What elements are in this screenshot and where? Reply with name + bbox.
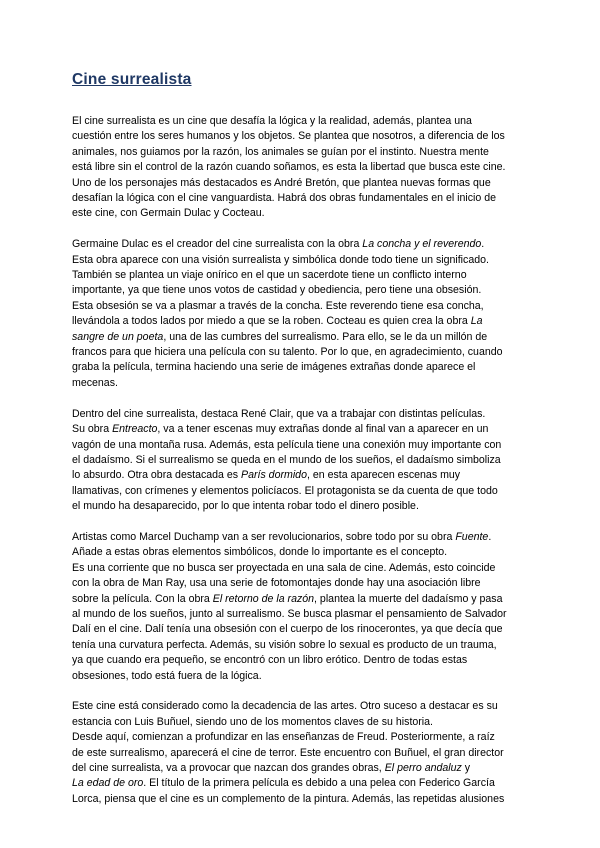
- text-line: [72, 268, 532, 283]
- text-run: Lorca, piensa que el cine es un complemento de la pintura. Además, las repetidas alusiones: [72, 792, 505, 805]
- text-line: [72, 715, 532, 730]
- text-line: [72, 114, 532, 129]
- text-run: importante, ya que tiene unos votos de castidad y obediencia, pero tiene una obsesión.: [72, 284, 482, 297]
- text-run: Este cine está considerado como la decadencia de las artes. Otro suceso a destacar es su: [72, 700, 498, 713]
- text-run: Dalí en el cine. Dalí tenía una obsesión con el cuerpo de los rinocerontes, ya que decía que: [72, 623, 503, 636]
- paragraph-p5: [72, 699, 532, 807]
- text-line: [72, 376, 532, 391]
- text-line: [72, 345, 532, 360]
- text-run: . El título de la primera película es debido a una pelea con Federico García: [143, 777, 495, 790]
- text-line: [72, 792, 532, 807]
- text-line: [72, 776, 532, 791]
- document-page: [72, 70, 532, 807]
- text-run: .: [481, 238, 485, 251]
- text-run: llamativas, con crímenes y elementos policíacos. El protagonista se da cuenta de que todo: [72, 484, 498, 497]
- text-run: cuestión entre los seres humanos y los objetos. Se plantea que nosotros, a diferencia de los: [72, 130, 505, 143]
- italic-title: La edad de oro: [72, 777, 144, 790]
- paragraph-p4: [72, 530, 532, 684]
- text-run: Dentro del cine surrealista, destaca René Clair, que va a trabajar con distintas películas.: [72, 407, 486, 420]
- text-run: Esta obra aparece con una visión surrealista y simbólica donde todo tiene un significado.: [72, 253, 489, 266]
- italic-title: El perro andaluz: [384, 762, 462, 774]
- text-line: [72, 561, 532, 576]
- text-run: llevándola a todos lados por miedo a que se la roben. Cocteau es quien crea la obra: [72, 315, 471, 328]
- text-run: Desde aquí, comienzan a profundizar en las enseñanzas de Freud. Posteriormente, a raíz: [72, 731, 495, 744]
- text-line: [72, 499, 532, 514]
- text-run: lo absurdo. Otra obra destacada es: [72, 469, 242, 482]
- text-line: [72, 484, 532, 499]
- text-run: de este surrealismo, aparecerá el cine de terror. Este encuentro con Buñuel, el gran director: [72, 746, 504, 759]
- text-run: el dadaísmo. Si el surrealismo se queda en el mundo de los sueños, el dadaísmo simboliza: [72, 453, 501, 466]
- text-line: [72, 160, 532, 175]
- italic-title: La concha y el reverendo: [362, 238, 482, 251]
- text-run: el mundo ha desaparecido, por lo que intenta robar todo el dinero posible.: [72, 500, 419, 513]
- text-run: obsesiones, todo está fuera de la lógica.: [72, 669, 262, 682]
- text-line: [72, 761, 532, 776]
- text-run: y: [461, 762, 471, 774]
- text-line: [72, 638, 532, 653]
- text-line: [72, 237, 532, 252]
- text-run: Uno de los personajes más destacados es André Bretón, que plantea nuevas formas que: [72, 176, 491, 189]
- text-line: [72, 360, 532, 375]
- text-line: [72, 653, 532, 668]
- text-line: [72, 607, 532, 622]
- text-run: , en esta aparecen escenas muy: [306, 469, 461, 482]
- text-run: del cine surrealista, va a provocar que nazcan dos grandes obras,: [72, 762, 385, 774]
- paragraph-p1: [72, 114, 532, 222]
- text-line: [72, 422, 532, 437]
- text-line: [72, 253, 532, 268]
- text-run: animales, nos guiamos por la razón, los animales se guían por el instinto. Nuestra mente: [72, 145, 489, 158]
- text-run: Esta obsesión se va a plasmar a través de la concha. Este reverendo tiene esa concha,: [72, 299, 484, 312]
- document-body: [72, 114, 532, 807]
- text-line: [72, 746, 532, 761]
- text-line: [72, 145, 532, 160]
- text-run: desafían la lógica con el cine vanguardista. Habrá dos obras fundamentales en el inicio de: [72, 192, 497, 205]
- text-run: este cine, con Germain Dulac y Cocteau.: [72, 207, 265, 220]
- text-run: , una de las cumbres del surrealismo. Para ello, se le da un millón de: [163, 330, 488, 343]
- text-run: sobre la película. Con la obra: [72, 592, 213, 605]
- text-run: tenía una curvatura perfecta. Además, su visión sobre lo sexual es producto de un trauma,: [72, 638, 497, 651]
- text-run: vagón de una montaña rusa. Además, esta película tiene una conexión muy importante con: [72, 438, 502, 451]
- text-run: .: [488, 530, 492, 543]
- paragraph-p3: [72, 407, 532, 515]
- text-line: [72, 699, 532, 714]
- italic-title: La: [470, 315, 483, 328]
- text-run: , va a tener escenas muy extrañas donde al final van a aparecer en un: [157, 423, 489, 436]
- text-line: [72, 176, 532, 191]
- text-run: estancia con Luis Buñuel, siendo uno de los momentos claves de su historia.: [72, 715, 433, 728]
- text-line: [72, 283, 532, 298]
- text-line: [72, 622, 532, 637]
- text-line: [72, 314, 532, 329]
- text-line: [72, 468, 532, 483]
- text-line: [72, 730, 532, 745]
- text-line: [72, 299, 532, 314]
- italic-title: Fuente: [455, 530, 489, 543]
- text-run: al mundo de los sueños, junto al surrealismo. Se busca plasmar el pensamiento de Salvador: [72, 607, 507, 620]
- text-run: está libre sin el control de la razón cuando soñamos, es esta la libertad que busca este cine.: [72, 161, 506, 174]
- text-line: [72, 576, 532, 591]
- text-line: [72, 438, 532, 453]
- italic-title: El retorno de la razón: [212, 592, 315, 605]
- text-run: , plantea la muerte del dadaísmo y pasa: [314, 592, 503, 605]
- paragraph-p2: [72, 237, 532, 391]
- text-run: graba la película, termina haciendo una serie de imágenes extrañas donde aparece el: [72, 361, 476, 374]
- text-run: Es una corriente que no busca ser proyectada en una sala de cine. Además, esto coincide: [72, 561, 496, 574]
- italic-title: Entreacto: [112, 423, 158, 436]
- text-run: mecenas.: [72, 376, 118, 389]
- text-run: francos para que hiciera una película con su talento. Por lo que, en agradecimiento, cuando: [72, 346, 503, 359]
- text-run: El cine surrealista es un cine que desafía la lógica y la realidad, además, plantea una: [72, 115, 472, 127]
- text-line: [72, 330, 532, 345]
- text-run: Artistas como Marcel Duchamp van a ser revolucionarios, sobre todo por su obra: [72, 530, 456, 543]
- text-run: También se plantea un viaje onírico en el que un sacerdote tiene un conflicto interno: [72, 269, 467, 282]
- document-title: Cine surrealista: [72, 71, 192, 88]
- text-line: [72, 191, 532, 206]
- text-run: Su obra: [72, 423, 113, 436]
- text-run: con la obra de Man Ray, usa una serie de fotomontajes donde hay una asociación libre: [72, 577, 481, 590]
- text-line: [72, 669, 532, 684]
- text-line: [72, 407, 532, 422]
- text-run: Germaine Dulac es el creador del cine surrealista con la obra: [72, 238, 363, 251]
- italic-title: París dormido: [241, 469, 307, 482]
- text-line: [72, 545, 532, 560]
- italic-title: sangre de un poeta: [72, 330, 164, 343]
- text-line: [72, 530, 532, 545]
- text-line: [72, 453, 532, 468]
- text-line: [72, 206, 532, 221]
- text-run: ya que cuando era pequeño, se encontró con un libro erótico. Dentro de todas estas: [72, 654, 468, 667]
- text-line: [72, 129, 532, 144]
- text-run: Añade a estas obras elementos simbólicos, donde lo importante es el concepto.: [72, 546, 448, 559]
- text-line: [72, 592, 532, 607]
